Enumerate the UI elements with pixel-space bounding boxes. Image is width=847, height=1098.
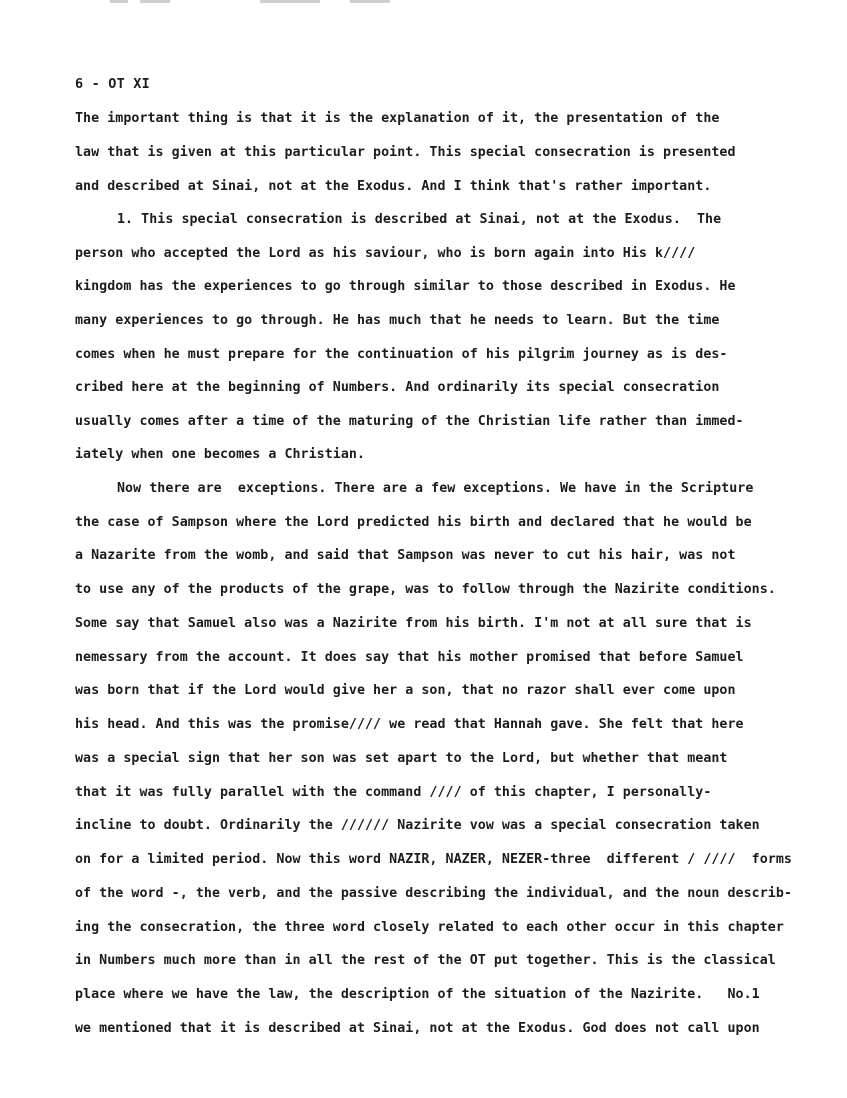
page-header: 6 - OT XI	[75, 76, 150, 92]
text-line: 1. This special consecration is described at Sinai, not at the Exodus. The	[117, 212, 722, 227]
text-line: in Numbers much more than in all the rest of the OT put together. This is the classical	[75, 953, 776, 968]
text-line: person who accepted the Lord as his saviour, who is born again into His k////	[75, 246, 696, 261]
text-line: ing the consecration, the three word closely related to each other occur in this chapter	[75, 920, 784, 935]
scan-edge-marks	[110, 0, 410, 6]
text-line: to use any of the products of the grape, was to follow through the Nazirite conditions.	[75, 582, 776, 597]
text-line: a Nazarite from the womb, and said that Sampson was never to cut his hair, was not	[75, 548, 736, 563]
text-line: comes when he must prepare for the continuation of his pilgrim journey as is des-	[75, 347, 728, 362]
text-line: we mentioned that it is described at Sinai, not at the Exodus. God does not call upon	[75, 1021, 760, 1036]
text-line: many experiences to go through. He has much that he needs to learn. But the time	[75, 313, 720, 328]
text-line: nemessary from the account. It does say that his mother promised that before Samuel	[75, 650, 744, 665]
text-line: incline to doubt. Ordinarily the ////// Nazirite vow was a special consecration taken	[75, 818, 760, 833]
text-line: cribed here at the beginning of Numbers. And ordinarily its special consecration	[75, 380, 720, 395]
text-line: was born that if the Lord would give her a son, that no razor shall ever come upon	[75, 683, 736, 698]
text-line: The important thing is that it is the explanation of it, the presentation of the	[75, 111, 720, 126]
text-line: on for a limited period. Now this word NAZIR, NAZER, NEZER-three different / //// forms	[75, 852, 792, 867]
text-line: was a special sign that her son was set apart to the Lord, but whether that meant	[75, 751, 728, 766]
text-line: the case of Sampson where the Lord predicted his birth and declared that he would be	[75, 515, 752, 530]
text-line: his head. And this was the promise//// we read that Hannah gave. She felt that here	[75, 717, 744, 732]
text-line: iately when one becomes a Christian.	[75, 447, 365, 462]
text-line: usually comes after a time of the maturing of the Christian life rather than immed-	[75, 414, 744, 429]
text-line: kingdom has the experiences to go through similar to those described in Exodus. He	[75, 279, 736, 294]
text-line: of the word -, the verb, and the passive describing the individual, and the noun describ-	[75, 886, 792, 901]
text-line: place where we have the law, the description of the situation of the Nazirite. No.1	[75, 987, 760, 1002]
text-line: and described at Sinai, not at the Exodus. And I think that's rather important.	[75, 179, 712, 194]
text-line: Now there are exceptions. There are a few exceptions. We have in the Scripture	[117, 481, 754, 496]
text-line: Some say that Samuel also was a Nazirite from his birth. I'm not at all sure that is	[75, 616, 752, 631]
text-line: that it was fully parallel with the command //// of this chapter, I personally-	[75, 785, 712, 800]
text-line: law that is given at this particular point. This special consecration is presented	[75, 145, 736, 160]
